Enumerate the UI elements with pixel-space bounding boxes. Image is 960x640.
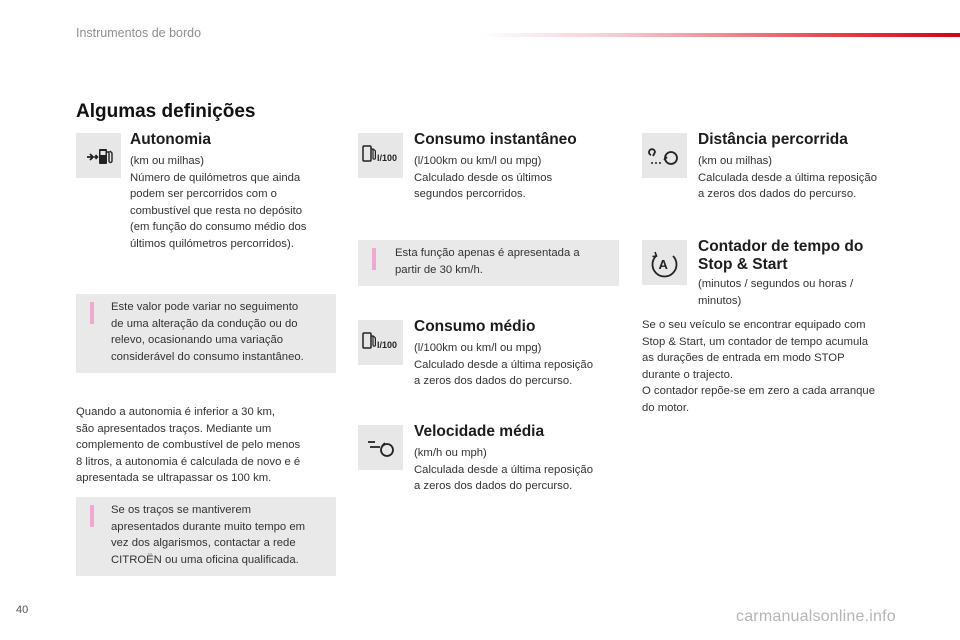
info-box-speed-limit <box>358 240 619 286</box>
section-body-consumo-instantaneo: (l/100km ou km/l ou mpg) Calculado desde os últimos segundos percorridos. <box>414 155 553 200</box>
info-icon <box>90 302 94 324</box>
info-box-dashes <box>76 497 336 576</box>
icon-label-instant: l/100 <box>377 153 398 163</box>
section-body-velocidade: (km/h ou mph) Calculada desde a última reposição a zeros dos dados do percurso. <box>414 447 593 492</box>
instant-consumption-icon <box>358 133 403 178</box>
distance-icon <box>642 133 687 178</box>
stop-start-icon <box>642 240 687 285</box>
average-speed-icon <box>358 425 403 470</box>
page-number: 40 <box>16 604 29 616</box>
section-title-consumo-medio: Consumo médio <box>414 318 536 335</box>
stop-start-description: Se o seu veículo se encontrar equipado com Stop & Start, um contador de tempo acumula as durações de entrada em modo STOP durante o trajecto. O contador repõe-se em zero a cada arranque do motor. <box>642 319 875 414</box>
info-text-variation: Este valor pode variar no seguimento de uma alteração da condução ou do relevo, ocasionando uma variação considerável do consumo instantâneo. <box>111 301 304 363</box>
icon-label-stop-start: A <box>658 257 668 272</box>
section-title-distancia: Distância percorrida <box>698 131 848 148</box>
fuel-range-icon <box>76 133 121 178</box>
autonomia-note: Quando a autonomia é inferior a 30 km, são apresentados traços. Mediante um complemento de combustível de pelo menos 8 litros, a autonomia é calculada de novo e é apresentada se ultrapassar os 100 km. <box>76 406 301 484</box>
info-icon <box>372 248 376 270</box>
info-text-speed-limit: Esta função apenas é apresentada a partir de 30 km/h. <box>395 247 580 276</box>
section-title-velocidade: Velocidade média <box>414 423 545 440</box>
icon-label-average: l/100 <box>377 340 398 350</box>
section-body-stop-start: (minutos / segundos ou horas / minutos) <box>698 278 854 307</box>
section-body-autonomia: (km ou milhas) Número de quilómetros que ainda podem ser percorridos com o combustível que resta no depósito (em função do consumo médio dos últimos quilómetros percorridos). <box>130 155 307 250</box>
watermark: carmanualsonline.info <box>736 608 896 625</box>
section-title-autonomia: Autonomia <box>130 131 211 148</box>
info-icon <box>90 505 94 527</box>
average-consumption-icon <box>358 320 403 365</box>
section-title-stop-start: Contador de tempo do Stop & Start <box>698 238 864 273</box>
chapter-title: Instrumentos de bordo <box>76 26 202 40</box>
section-body-consumo-medio: (l/100km ou km/l ou mpg) Calculado desde a última reposição a zeros dos dados do percurso. <box>414 342 593 387</box>
section-body-distancia: (km ou milhas) Calculada desde a última reposição a zeros dos dados do percurso. <box>698 155 877 200</box>
info-text-dashes: Se os traços se mantiverem apresentados durante muito tempo em vez dos algarismos, contactar a rede CITROËN ou uma oficina qualificada. <box>111 504 306 566</box>
page-title: Algumas definições <box>76 101 256 122</box>
section-title-consumo-instantaneo: Consumo instantâneo <box>414 131 577 148</box>
header-accent-line <box>480 33 960 37</box>
info-box-variation <box>76 294 336 373</box>
